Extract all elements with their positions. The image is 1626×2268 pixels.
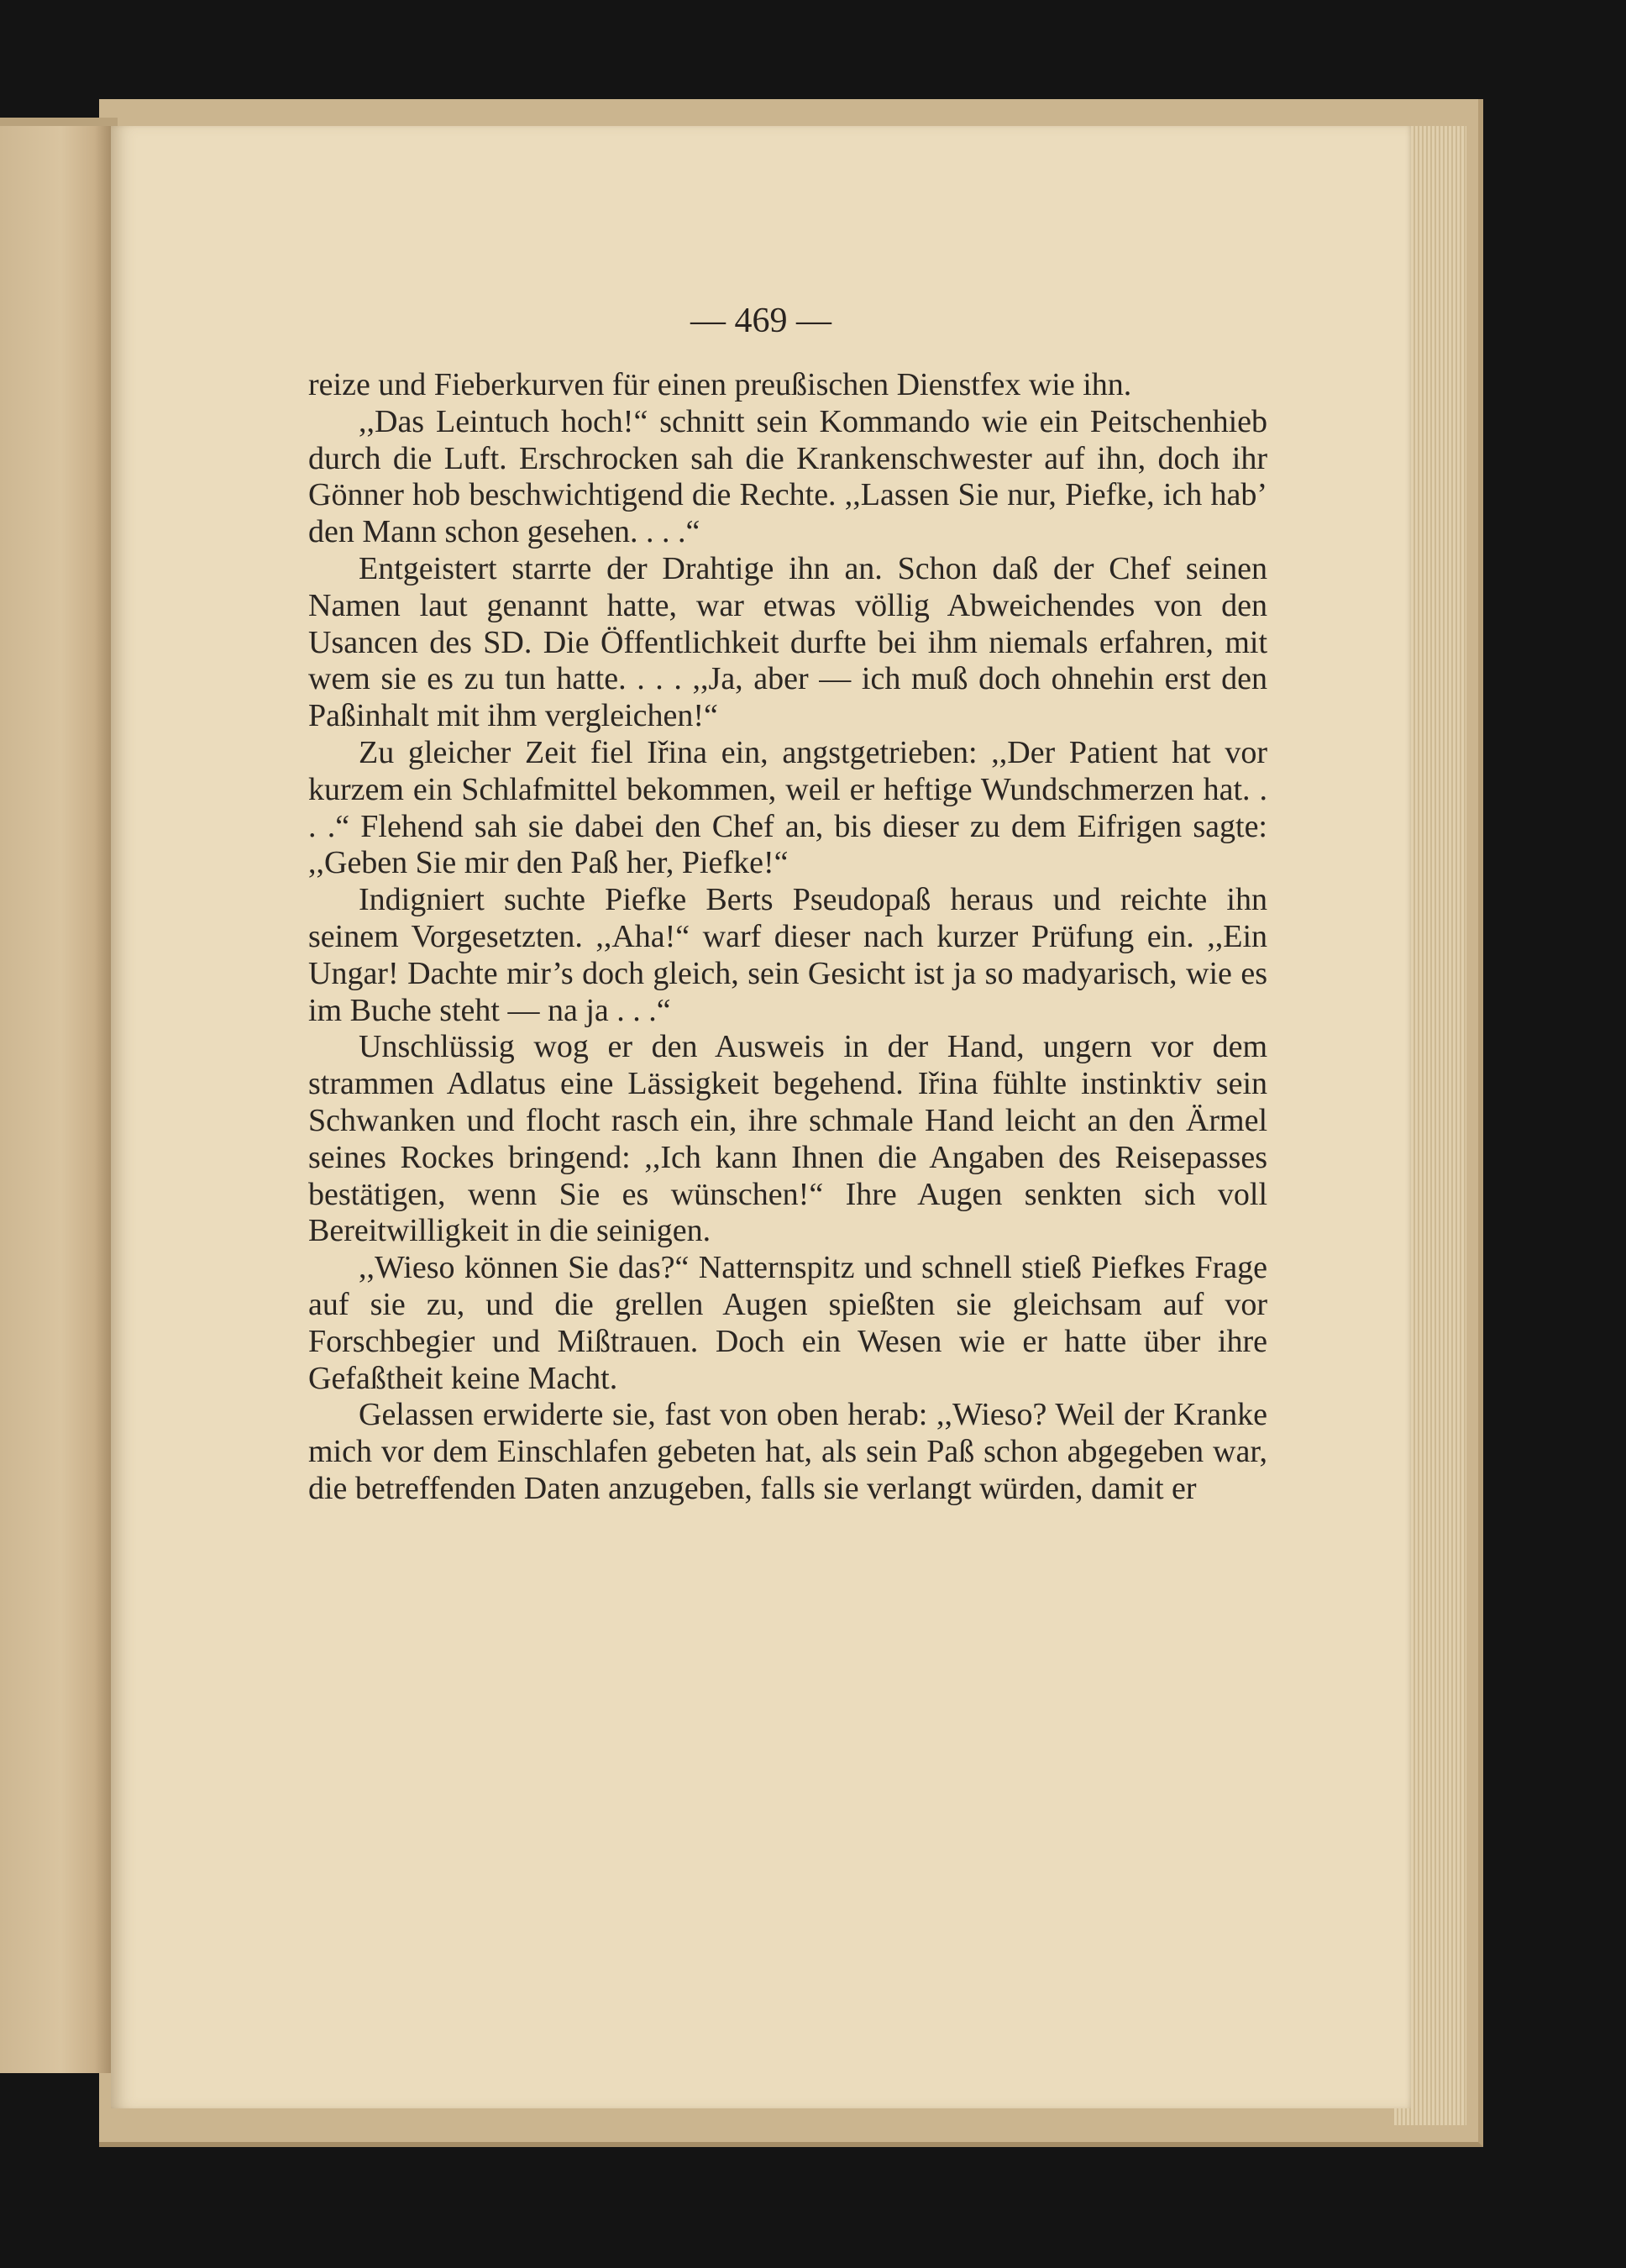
paragraph: Entgeistert starrte der Drahtige ihn an. Schon daß der Chef seinen Namen laut genannt hatte, war etwas völlig Abweichendes von den Usancen des SD. Die Öffentlichkeit durfte bei ihm niemals erfahren, mit wem sie es zu tun hatte. . . . ,,Ja, aber — ich muß doch ohnehin erst den Paßinhalt mit ihm vergleichen!“: [308, 550, 1267, 734]
paragraph: Gelassen erwiderte sie, fast von oben herab: ,,Wieso? Weil der Kranke mich vor dem Einschlafen gebeten hat, als sein Paß schon abgegeben war, die betreffenden Daten anzugeben, falls sie verlangt würden, damit er: [308, 1397, 1267, 1506]
paragraph: Unschlüssig wog er den Ausweis in der Hand, ungern vor dem strammen Adlatus eine Lässigkeit begehend. Iřina fühlte instinktiv sein Schwanken und flocht rasch ein, ihre schmale Hand leicht an den Ärmel seines Rockes bringend: ,,Ich kann Ihnen die Angaben des Reisepasses bestätigen, wenn Sie es wünschen!“ Ihre Augen senkten sich voll Bereitwilligkeit in die seinigen.: [308, 1029, 1267, 1249]
left-page: [0, 126, 111, 2073]
paragraph: ,,Wieso können Sie das?“ Natternspitz und schnell stieß Piefkes Frage auf sie zu, und die grellen Augen spießten sie gleichsam auf vor Forschbegier und Mißtrauen. Doch ein Wesen wie er hatte über ihre Gefaßtheit keine Macht.: [308, 1250, 1267, 1396]
paragraph: reize und Fieberkurven für einen preußischen Dienstfex wie ihn.: [308, 367, 1132, 402]
book-page: [111, 126, 1411, 2108]
paragraph: Zu gleicher Zeit fiel Iřina ein, angstgetrieben: ,,Der Patient hat vor kurzem ein Schlafmittel bekommen, weil er heftige Wundschmerzen hat. . . .“ Flehend sah sie dabei den Chef an, bis dieser zu dem Eifrigen sagte: ,,Geben Sie mir den Paß her, Piefke!“: [308, 734, 1267, 881]
page-number: — 469 —: [690, 302, 831, 340]
paragraph: Indigniert suchte Piefke Berts Pseudopaß heraus und reichte ihn seinem Vorgesetzten. ,,Aha!“ warf dieser nach kurzer Prüfung ein. ,,Ein Ungar! Dachte mir’s doch gleich, sein Gesicht ist ja so madyarisch, wie es im Buche steht — na ja . . .“: [308, 882, 1267, 1028]
paragraph: ,,Das Leintuch hoch!“ schnitt sein Kommando wie ein Peitschenhieb durch die Luft. Erschrocken sah die Krankenschwester auf ihn, doch ihr Gönner hob beschwichtigend die Rechte. ,,Lassen Sie nur, Piefke, ich hab’ den Mann schon gesehen. . . .“: [308, 403, 1267, 550]
body-text: [308, 367, 1267, 1508]
